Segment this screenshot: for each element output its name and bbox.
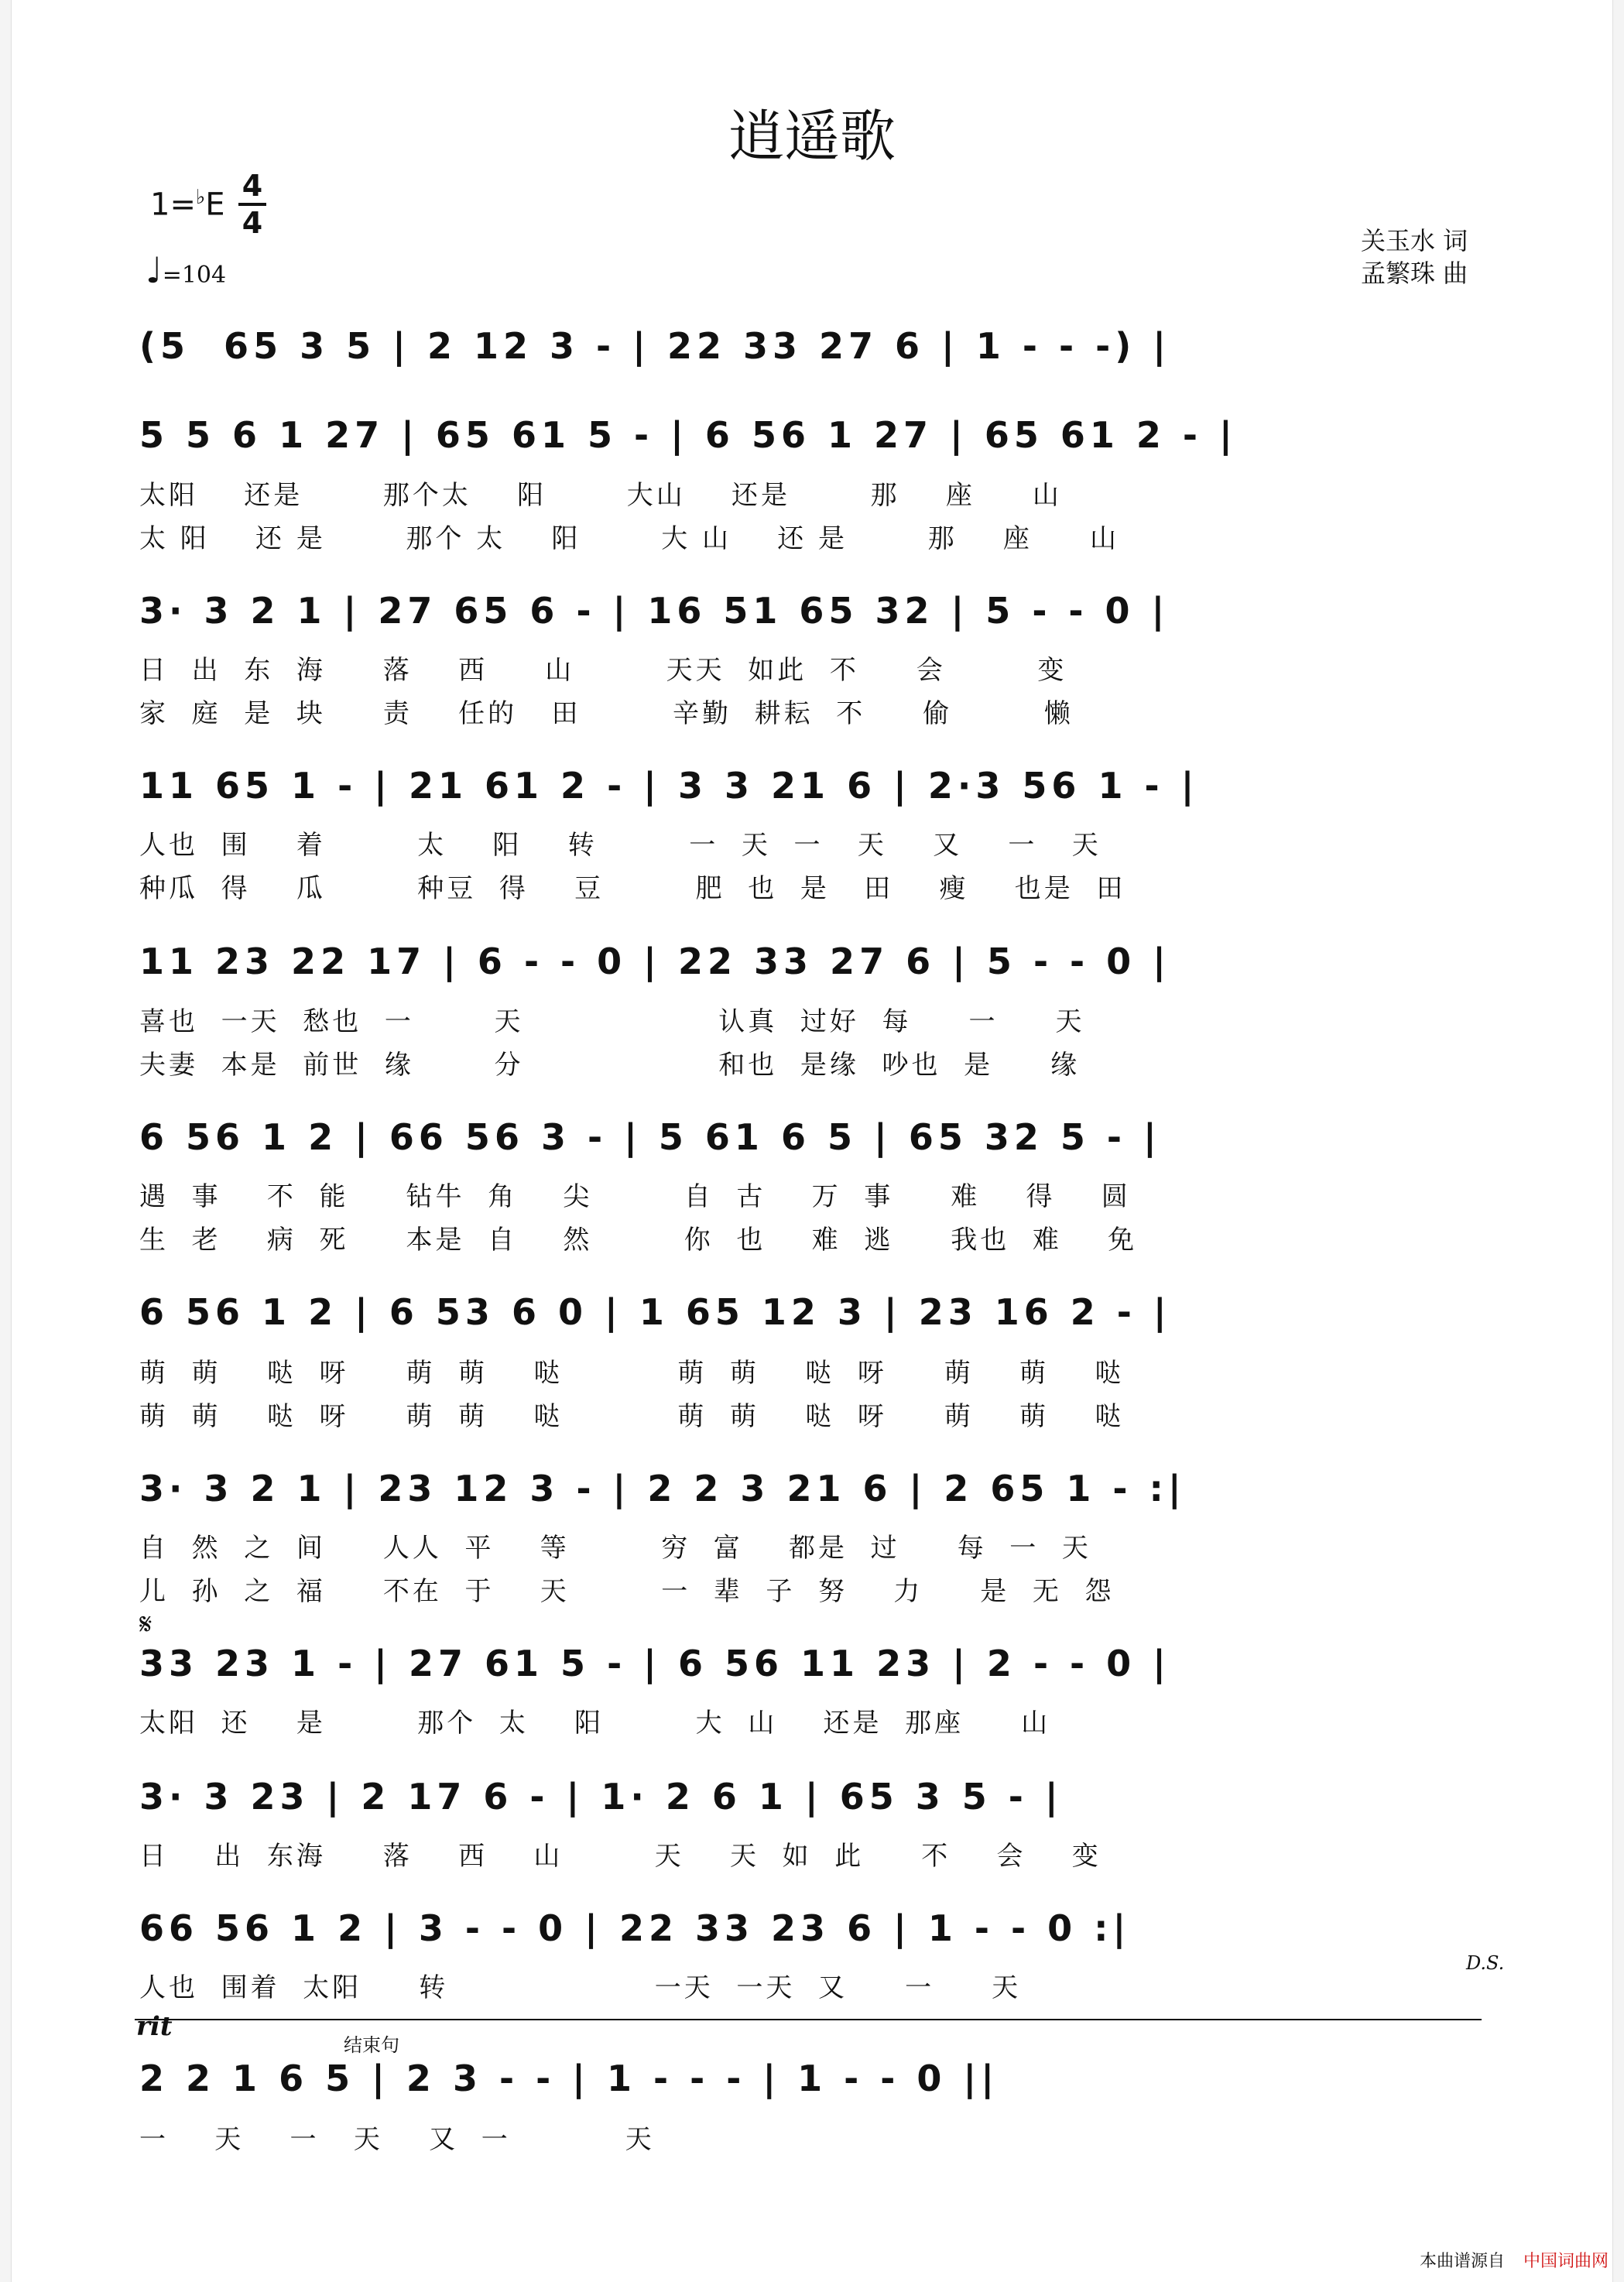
system-3-notes: 3· 3 2 1 | 27 65 6 - | 16 51 65 32 | 5 - - 0 |	[139, 590, 1170, 632]
system-2-lyric-2: 太 阳 还 是 那个 太 阳 大 山 还 是 那 座 山	[139, 523, 1119, 554]
tempo-value: =104	[162, 262, 227, 289]
tempo-marking	[146, 249, 226, 291]
flat-sign: ♭	[195, 186, 206, 209]
system-7-lyric-2: 萌 萌 哒 呀 萌 萌 哒 萌 萌 哒 呀 萌 萌 哒	[139, 1401, 1125, 1432]
time-signature	[235, 169, 269, 240]
footer-label: 本曲谱源自	[1420, 2252, 1506, 2271]
ending-label: 结束句	[344, 2034, 399, 2056]
system-10-notes: 3· 3 23 | 2 17 6 - | 1· 2 6 1 | 65 3 5 - |	[139, 1776, 1063, 1818]
lyricist-credit: 关玉水 词	[1361, 226, 1468, 255]
system-3-lyric-1: 日 出 东 海 落 西 山 天天 如此 不 会 变	[139, 655, 1067, 686]
system-4-notes: 11 65 1 - | 21 61 2 - | 3 3 21 6 | 2·3 56 1 - |	[139, 765, 1199, 807]
system-1-notes: (5 65 3 5 | 2 12 3 - | 22 33 27 6 | 1 - - -) |	[139, 325, 1171, 367]
segno-sign: 𝄋	[139, 1607, 152, 1641]
system-3-lyric-2: 家 庭 是 块 责 任的 田 辛勤 耕耘 不 偷 懒	[139, 698, 1074, 729]
quarter-note-icon: ♩	[146, 249, 163, 291]
system-11-notes: 66 56 1 2 | 3 - - 0 | 22 33 23 6 | 1 - - 0 :|	[139, 1907, 1131, 1949]
system-4-lyric-1: 人也 围 着 太 阳 转 一 天 一 天 又 一 天	[139, 830, 1102, 861]
key-note: E	[205, 187, 225, 223]
time-signature-top: 4	[242, 169, 263, 203]
time-signature-bottom: 4	[242, 206, 263, 240]
system-8-lyric-2: 儿 孙 之 福 不在 于 天 一 辈 子 努 力 是 无 怨	[139, 1576, 1115, 1607]
system-8-lyric-1: 自 然 之 间 人人 平 等 穷 富 都是 过 每 一 天	[139, 1533, 1091, 1564]
system-9-notes: 33 23 1 - | 27 61 5 - | 6 56 11 23 | 2 - - 0 |	[139, 1643, 1170, 1684]
system-8-notes: 3· 3 2 1 | 23 12 3 - | 2 2 3 21 6 | 2 65 1 - :|	[139, 1468, 1186, 1509]
system-5-lyric-2: 夫妻 本是 前世 缘 分 和也 是缘 吵也 是 缘	[139, 1050, 1081, 1081]
system-6-lyric-2: 生 老 病 死 本是 自 然 你 也 难 逃 我也 难 免	[139, 1225, 1138, 1256]
composer-credit: 孟繁珠 曲	[1361, 259, 1468, 288]
system-2-notes: 5 5 6 1 27 | 65 61 5 - | 6 56 1 27 | 65 61 2 - |	[139, 414, 1237, 456]
system-12-lyric-1: 一 天 一 天 又 一 天	[139, 2124, 655, 2155]
system-6-notes: 6 56 1 2 | 66 56 3 - | 5 61 6 5 | 65 32 5 - |	[139, 1116, 1161, 1158]
system-4-lyric-2: 种瓜 得 瓜 种豆 得 豆 肥 也 是 田 瘦 也是 田	[139, 873, 1126, 904]
system-2-lyric-1: 太阳 还是 那个太 阳 大山 还是 那 座 山	[139, 480, 1062, 511]
ds-marking: D.S.	[1466, 1952, 1505, 1974]
key-prefix: 1=	[150, 187, 196, 223]
system-10-lyric-1: 日 出 东海 落 西 山 天 天 如 此 不 会 变	[139, 1841, 1102, 1872]
song-title: 逍遥歌	[728, 104, 896, 169]
key-signature	[150, 186, 225, 222]
system-11-lyric-1: 人也 围着 太阳 转 一天 一天 又 一 天	[139, 1972, 1022, 2003]
system-5-notes: 11 23 22 17 | 6 - - 0 | 22 33 27 6 | 5 - - 0 |	[139, 941, 1170, 982]
footer-source-link[interactable]: 中国词曲网	[1523, 2252, 1609, 2271]
left-margin-strip	[0, 0, 12, 2282]
rit-marking: rit	[136, 2011, 173, 2042]
system-7-notes: 6 56 1 2 | 6 53 6 0 | 1 65 12 3 | 23 16 2 - |	[139, 1291, 1171, 1333]
system-9-lyric-1: 太阳 还 是 那个 太 阳 大 山 还是 那座 山	[139, 1708, 1051, 1739]
right-margin-strip	[1612, 0, 1624, 2282]
system-5-lyric-1: 喜也 一天 愁也 一 天 认真 过好 每 一 天	[139, 1006, 1085, 1037]
system-12-notes: 2 2 1 6 5 | 2 3 - - | 1 - - - | 1 - - 0 ||	[139, 2058, 999, 2099]
ending-bracket	[135, 2019, 1482, 2020]
system-7-lyric-1: 萌 萌 哒 呀 萌 萌 哒 萌 萌 哒 呀 萌 萌 哒	[139, 1358, 1125, 1389]
system-6-lyric-1: 遇 事 不 能 钻牛 角 尖 自 古 万 事 难 得 圆	[139, 1181, 1131, 1212]
